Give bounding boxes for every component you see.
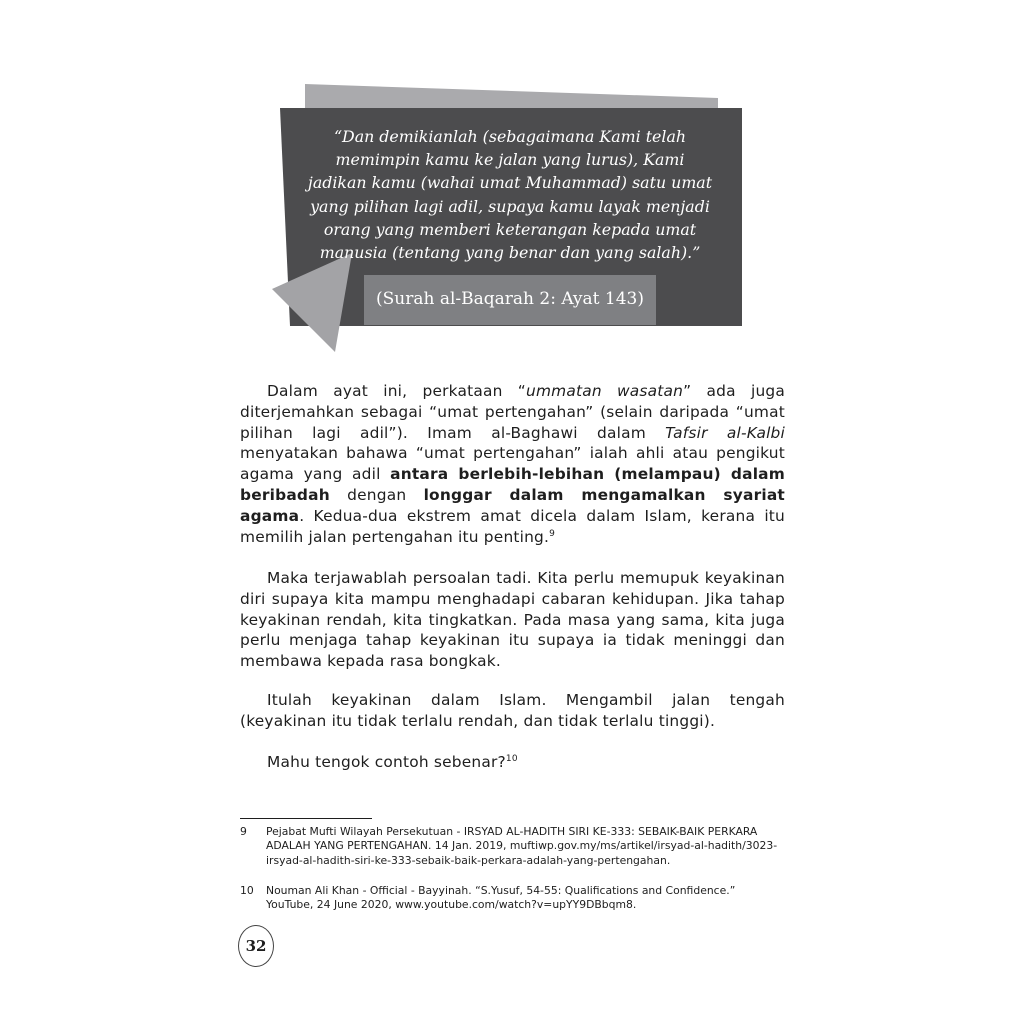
paragraph-4: Mahu tengok contoh sebenar?$^{10}$ xyxy=(267,753,518,771)
footnote-text: Nouman Ali Khan - Official - Bayyinah. “S.Yusuf, 54-55: Qualifications and Confidence.” YouTube, 24 June 2020, www.youtube.com/watch?v=upYY9DBbqm8. xyxy=(266,884,736,912)
paragraph-3: Itulah keyakinan dalam Islam. Mengambil jalan tengah (keyakinan itu tidak terlalu rendah, dan tidak terlalu tinggi). xyxy=(240,691,785,730)
quote-line: yang pilihan lagi adil, supaya kamu layak menjadi xyxy=(310,196,710,216)
quote-line: orang yang memberi keterangan kepada umat xyxy=(323,219,697,239)
quote-reference: (Surah al-Baqarah 2: Ayat 143) xyxy=(375,289,644,309)
footnote-text: Pejabat Mufti Wilayah Persekutuan - IRSYAD AL-HADITH SIRI KE-333: SEBAIK-BAIK PERKARA ADALAH YANG PERTENGAHAN. 14 Jan. 2019, muftiwp.gov.my/ms/artikel/irsyad-al-hadith/3023-irsyad-al-hadith-siri-ke-333-sebaik-baik-perkara-adalah-yang-pertengahan. xyxy=(266,825,778,867)
bold-phrase: antara berlebih-lebihan (melampau) dalam beribadah xyxy=(240,465,785,504)
quote-line: jadikan kamu (wahai umat Muhammad) satu umat xyxy=(307,173,713,193)
quote-line: “Dan demikianlah (sebagaimana Kami telah xyxy=(333,127,687,146)
quote-line: memimpin kamu ke jalan yang lurus), Kami xyxy=(335,150,685,170)
quote-line: manusia (tentang yang benar dan yang salah).” xyxy=(319,243,701,263)
quote-text xyxy=(300,125,720,264)
footnote-ref: 9 xyxy=(549,528,556,539)
footnote-number: 10 xyxy=(240,884,254,897)
bold-phrase: longgar dalam mengamalkan syariat agama xyxy=(240,485,785,525)
italic-term: ummatan wasatan xyxy=(525,382,684,400)
book-title: Tafsir al-Kalbi xyxy=(665,423,785,442)
footnote-divider xyxy=(240,818,372,819)
paragraph-1: Dalam ayat ini, perkataan “ummatan wasatan” ada juga diterjemahkan sebagai “umat pertengahan” (selain daripada “umat pilihan lagi adil”). Imam al-Baghawi dalam Tafsir al-Kalbi menyatakan bahawa “umat pertengahan” ialah ahli atau pengikut agama yang adil antara berlebih-lebihan (melampau) dalam beribadah dengan longgar dalam mengamalkan syariat agama. Kedua-dua ekstrem amat dicela dalam Islam, kerana itu memilih jalan pertengahan itu penting.$^9$ xyxy=(240,382,786,546)
page-number: 32 xyxy=(238,925,274,967)
footnote-number: 9 xyxy=(240,825,247,838)
paragraph-2: Maka terjawablah persoalan tadi. Kita perlu memupuk keyakinan diri supaya kita mampu menghadapi cabaran kehidupan. Jika tahap keyakinan rendah, kita tingkatkan. Pada masa yang sama, kita juga perlu menjaga tahap keyakinan itu supaya ia tidak meninggi dan membawa kepada rasa bongkak. xyxy=(240,569,785,671)
footnote-ref: 10 xyxy=(505,753,518,764)
